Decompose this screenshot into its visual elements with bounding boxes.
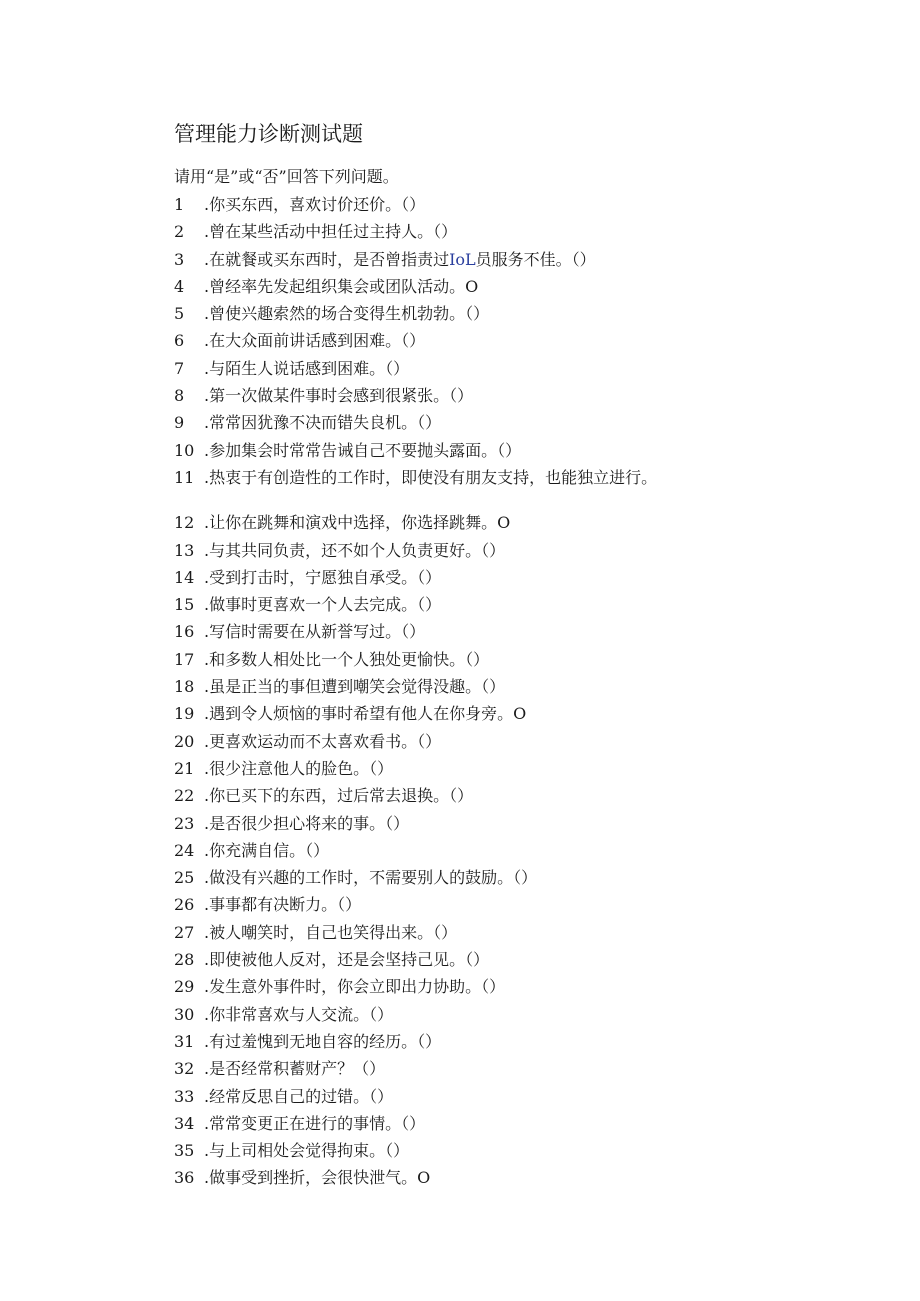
question-number: 28 (174, 950, 195, 970)
question-item (174, 355, 874, 382)
question-item (174, 810, 874, 837)
question-item (174, 755, 874, 782)
question-item (174, 782, 874, 809)
question-number: 25 (174, 868, 195, 888)
question-item (174, 891, 874, 918)
question-number: 5 (174, 304, 185, 324)
question-item (174, 537, 874, 564)
question-text: .曾经率先发起组织集会或团队活动。O (204, 276, 479, 296)
question-text: .常常变更正在进行的事情。（） (204, 1113, 426, 1133)
question-item (174, 246, 874, 273)
question-number: 7 (174, 358, 185, 378)
question-text: .曾使兴趣索然的场合变得生机勃勃。（） (204, 304, 490, 324)
question-text: .很少注意他人的脸色。（） (204, 758, 394, 778)
question-item (174, 1164, 874, 1191)
question-number: 4 (174, 276, 185, 296)
question-number: 32 (174, 1059, 195, 1079)
question-item (174, 273, 874, 300)
question-text: .与陌生人说话感到困难。（） (204, 358, 410, 378)
question-number: 20 (174, 731, 195, 751)
question-text: .经常反思自己的过错。（） (204, 1086, 394, 1106)
question-number: 13 (174, 540, 195, 560)
question-number: 34 (174, 1113, 195, 1133)
question-text-after: 员服务不佳。（） (475, 249, 596, 269)
question-item (174, 1001, 874, 1028)
instruction-text: 请用“是”或“否”回答下列问题。 (174, 167, 399, 186)
question-number: 36 (174, 1168, 195, 1188)
question-item (174, 382, 874, 409)
question-item (174, 837, 874, 864)
question-item (174, 437, 874, 464)
question-item (174, 327, 874, 354)
question-number: 1 (174, 195, 185, 214)
question-item (174, 191, 874, 218)
question-text: .是否经常积蓄财产？（） (204, 1059, 386, 1079)
question-text: .受到打击时，宁愿独自承受。（） (204, 567, 442, 587)
question-item (174, 464, 874, 491)
question-number: 27 (174, 922, 195, 942)
question-item (174, 919, 874, 946)
question-text: .更喜欢运动而不太喜欢看书。（） (204, 731, 442, 751)
question-text: .即使被他人反对，还是会坚持己见。（） (204, 950, 490, 970)
question-text-before: .在就餐或买东西时，是否曾指责过 (204, 249, 450, 269)
question-number: 35 (174, 1141, 195, 1161)
question-number: 17 (174, 649, 195, 669)
question-item (174, 864, 874, 891)
question-number: 3 (174, 249, 185, 269)
question-number: 18 (174, 677, 195, 697)
question-item (174, 1083, 874, 1110)
question-text: .做没有兴趣的工作时，不需要别人的鼓励。（） (204, 868, 538, 888)
question-text: .发生意外事件时，你会立即出力协助。（） (204, 977, 506, 997)
question-item (174, 300, 874, 327)
question-item (174, 1055, 874, 1082)
question-item (174, 646, 874, 673)
question-number: 9 (174, 413, 185, 433)
question-number: 14 (174, 567, 195, 587)
question-item (174, 1137, 874, 1164)
question-number: 11 (174, 467, 195, 487)
page-title: 管理能力诊断测试题 (174, 122, 363, 146)
question-text: .事事都有决断力。（） (204, 895, 362, 915)
question-text: .有过羞愧到无地自容的经历。（） (204, 1031, 442, 1051)
question-list (174, 191, 874, 1192)
question-text: .第一次做某件事时会感到很紧张。（） (204, 386, 474, 406)
question-item (174, 946, 874, 973)
question-text: .热衷于有创造性的工作时，即使没有朋友支持，也能独立进行。 (204, 467, 658, 487)
question-number: 21 (174, 758, 195, 778)
question-number: 24 (174, 840, 195, 860)
question-number: 31 (174, 1031, 195, 1051)
question-text: .与上司相处会觉得拘束。（） (204, 1141, 410, 1161)
question-number: 2 (174, 222, 185, 242)
question-text: .你非常喜欢与人交流。（） (204, 1004, 394, 1024)
question-text: .写信时需要在从新誉写过。（） (204, 622, 426, 642)
question-text-highlight: IoL (449, 249, 476, 269)
question-text: .让你在跳舞和演戏中选择，你选择跳舞。O (204, 513, 511, 533)
question-number: 19 (174, 704, 195, 724)
question-number: 22 (174, 786, 195, 806)
question-item (174, 1110, 874, 1137)
question-text: .参加集会时常常告诫自己不要抛头露面。（） (204, 440, 522, 460)
question-text (204, 246, 596, 273)
question-item (174, 973, 874, 1000)
question-number: 33 (174, 1086, 195, 1106)
question-text: .在大众面前讲话感到困难。（） (204, 331, 426, 351)
question-number: 30 (174, 1004, 195, 1024)
question-number: 29 (174, 977, 195, 997)
question-text: .和多数人相处比一个人独处更愉快。（） (204, 649, 490, 669)
question-number: 6 (174, 331, 185, 351)
question-text: .你买东西，喜欢讨价还价。（） (204, 195, 426, 214)
question-number: 23 (174, 813, 195, 833)
question-item (174, 700, 874, 727)
question-text: .曾在某些活动中担任过主持人。（） (204, 222, 458, 242)
question-number: 8 (174, 386, 185, 406)
question-item (174, 509, 874, 536)
question-number: 15 (174, 595, 195, 615)
question-text: .被人嘲笑时，自己也笑得出来。（） (204, 922, 458, 942)
question-item (174, 1028, 874, 1055)
question-item (174, 618, 874, 645)
question-item (174, 673, 874, 700)
question-number: 26 (174, 895, 195, 915)
question-text: .你充满自信。（） (204, 840, 330, 860)
question-text: .你已买下的东西，过后常去退换。（） (204, 786, 474, 806)
question-number: 16 (174, 622, 195, 642)
question-item (174, 728, 874, 755)
question-item (174, 564, 874, 591)
question-number: 10 (174, 440, 195, 460)
question-number: 12 (174, 513, 195, 533)
question-text: .虽是正当的事但遭到嘲笑会觉得没趣。（） (204, 677, 506, 697)
question-text: .做事受到挫折，会很快泄气。O (204, 1168, 431, 1188)
question-text: .与其共同负责，还不如个人负责更好。（） (204, 540, 506, 560)
question-item (174, 591, 874, 618)
question-text: .遇到令人烦恼的事时希望有他人在你身旁。O (204, 704, 527, 724)
question-text: .是否很少担心将来的事。（） (204, 813, 410, 833)
question-item (174, 218, 874, 245)
question-item (174, 409, 874, 436)
question-text: .做事时更喜欢一个人去完成。（） (204, 595, 442, 615)
question-text: .常常因犹豫不决而错失良机。（） (204, 413, 442, 433)
